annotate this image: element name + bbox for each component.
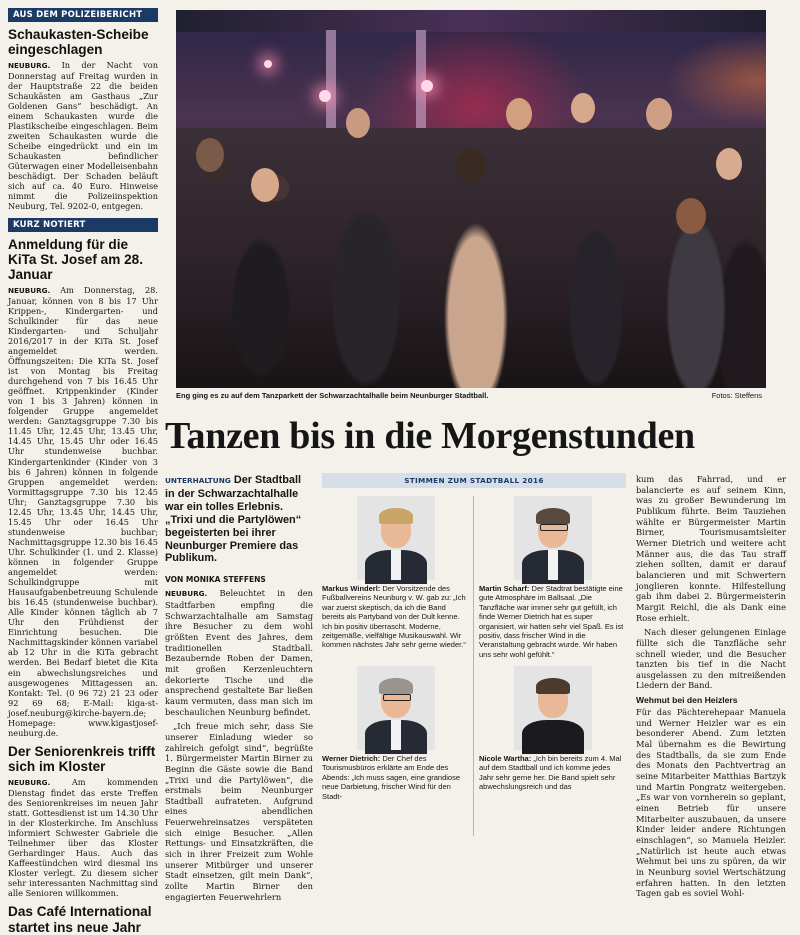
article-subhead: Wehmut bei den Heizlers (636, 695, 738, 706)
photo-figure (251, 168, 279, 202)
voice-name: Werner Dietrich: (322, 754, 381, 763)
portrait-hair (536, 508, 570, 524)
portrait-hair (379, 678, 413, 694)
byline: VON MONIKA STEFFENS (165, 575, 266, 585)
section-label-police: AUS DEM POLIZEIBERICHT (8, 8, 158, 22)
photo-ceiling (176, 10, 766, 32)
article-column-right (636, 474, 786, 899)
voice-quote (479, 584, 626, 659)
voice-name: Nicole Wartha: (479, 754, 532, 763)
cafe-headline: Das Café International startet ins neue Jahr (8, 904, 152, 935)
kita-body: Am Donnerstag, 28. Januar, können von 8 bis 17 Uhr Krippen-, Kindergarten- und Schulkinder für das neue Kindergarten- und Schuljahr 2016/2017 in der KiTa St. Josef angemeldet werden. Öffnungszeiten: Die KiTa St. Josef ist von Montag bis Freitag durchgehend von 7 bis 16.45 Uhr geöffnet. Krippenkinder (Kinder von 1 bis 3 Jahren) können in folgender Gruppe angemeldet werden: Ganztagsgruppe 7.30 bis 11.45 Uhr, 12.45 Uhr, 13.45 Uhr, 14.45 Uhr, 15.45 Uhr oder 16.45 Uhr stundenweise buchbar. Kindergartenkinder (Kinder von 3 bis 6 Jahren) können in folgende Gruppen angemeldet werden: Vormittagsgruppe 7.30 bis 12.45 Uhr; Ganztagsgruppe 7.30 bis 12.45 Uhr, 13.45 Uhr, 14.45 Uhr, 15.45 Uhr oder 16.45 Uhr stundenweise buchbar; Nachmittagsgruppe 12.30 bis 16.45 Uhr. Schulkinder (1. und 2. Klasse) können in folgender Gruppe angemeldet werden: Schulkindgruppe mit Hausaufgabenbetreuung Schulende bis 16.45 (stundenweise buchbar). Alle Kinder können täglich ab 7 Uhr den Frühdienst der Einrichtung besuchen. Die Nachmittagskinder können variabel ab 12 Uhr in die KiTa gebracht werden. Bei Bedarf bietet die Kita ein abwechslungsreiches und ausgewogenes Mittagessen an. Kontakt: Tel. (0 96 72) 21 23 oder 92 69 68; E-Mail: kiga-st-josef.neuburg@kirche-bayern.de; Homepage: www.kigastjosef-neuburg.de. (8, 284, 158, 738)
dateline: NEUBURG. (165, 589, 208, 599)
photo-figure (506, 98, 532, 130)
police-text (8, 60, 158, 212)
portrait-photo (514, 496, 592, 580)
portrait-photo (357, 496, 435, 580)
voice-item (322, 496, 469, 666)
portrait-shirt (391, 720, 401, 750)
paragraph-text: Beleuchtet in den Stadtfarben empfing die Schwarzachtalhalle am Samstag ihre Besucher zu dem wohl größten Event des Jahres, dem traditionellen Stadtball. Bezaubernde Roben der Damen, mit großen Kerzenleuchtern dekorierte Tische und die ansprechend gestaltete Bar ließen kaum vermuten, dass man sich im beschaulichen Neunburg befindet. (165, 588, 313, 717)
portrait-hair (379, 508, 413, 524)
article-paragraph: Nach dieser gelungenen Einlage füllte sich die Tanzfläche sehr schnell wieder, und die Besucher tanzten bis tief in die Nacht ausgelassen zu den mitreißenden Liedern der Band. (636, 627, 786, 691)
photo-figure (346, 108, 370, 138)
voice-text: Der Chef des Tourismusbüros erklärte am Ende des Abends: „Ich muss sagen, eine grandiose neue Darbietung, frischer Wind für den Stadt- (322, 754, 460, 801)
photo-light (264, 60, 272, 68)
photo-light (319, 90, 331, 102)
glasses-icon (383, 694, 411, 701)
article-paragraph (165, 588, 313, 717)
portrait-hair (536, 678, 570, 694)
article-headline: Tanzen bis in die Morgenstunden (165, 415, 695, 457)
police-body: In der Nacht von Donnerstag auf Freitag wurden in der Hauptstraße 22 die beiden Schaukästen am Gasthaus „Zur Goldenen Gans“ beschädigt. An einem Schaukasten wurde die Plastikscheibe eingeschlagen. Beim zweiten Schaukasten wurde die Scheibe eingedrückt und ein im Schaukasten befindlicher Güterwagen einer Modelleisenbahn beschädigt. Der Schaden beläuft sich auf ca. 40 Euro. Hinweise nimmt die Polizeiinspektion Neuburg, Tel. 9202-0, entgegen. (8, 59, 158, 212)
photo-caption (176, 391, 766, 400)
photo-credit: Fotos: Steffens (711, 391, 762, 400)
police-headline: Schaukasten-Scheibe eingeschlagen (8, 27, 149, 58)
section-label-kurz: KURZ NOTIERT (8, 218, 158, 232)
photo-pillar (326, 30, 336, 140)
dateline: NEUBURG. (8, 60, 51, 70)
voice-item (479, 666, 626, 836)
voice-item (322, 666, 469, 836)
portrait-shirt (391, 550, 401, 580)
senioren-headline: Der Seniorenkreis trifft sich im Kloster (8, 743, 156, 775)
caption-text: Eng ging es zu auf dem Tanzparkett der Schwarzachtalhalle beim Neunburger Stadtball. (176, 391, 489, 400)
lede-text: Der Stadtball in der Schwarzachtalhalle war ein tolles Erlebnis. „Trixi und die Partylöwen“ begeisterten bei ihrer Neunburger Premiere das Publikum. (165, 474, 302, 565)
voices-divider (473, 496, 474, 836)
voices-box (322, 473, 626, 825)
portrait-shirt (548, 550, 558, 580)
dateline: NEUBURG. (8, 777, 51, 787)
portrait-suit (522, 720, 584, 754)
left-column (8, 8, 158, 935)
article-lede (165, 474, 313, 565)
senioren-body: Am kommenden Dienstag findet das erste Treffen des Seniorenkreises im neuen Jahr statt. Gottesdienst ist um 14.30 Uhr in der Klosterkirche. Im Anschluss informiert Schwester Gabriele die Teilnehmer über das Kloster Gerhardinger Haus. Auch das Kaffeestündchen wird diesmal ins Kloster verlegt. Zu diesem sicher sehr interessanten Nachmittag sind alle Senioren willkommen. (8, 776, 158, 899)
article-column (165, 474, 313, 902)
voice-quote (322, 754, 469, 801)
article-paragraph: Für das Pächterehepaar Manuela und Werner Heizler war es ein besonderer Abend. Zum letzten Mal übernahm es die Bewirtung des Stadtballs, da sie zum Ende des Monats den Pachtvertrag an seine Mitarbeiter Matthias Bartzyk und Martin Pongratz weitergeben. „Es war von vornherein so geplant, einen Betrieb für unsere Mitarbeiter auszubauen, da unsere Kinder leider andere Richtungen einschlagen“, so Manuela Heizler. „Natürlich ist heute auch etwas Wehmut bei uns zu spüren, da wir in Neunburg soviel Wertschätzung erfahren hatten. In den letzten Tagen gab es soviel Wohl- (636, 707, 786, 899)
voice-text: „Ich bin bereits zum 4. Mal auf dem Stadtball und ich komme jedes Jahr sehr gerne her. Die Band spielt sehr abwechslungsreich und das (479, 754, 622, 792)
voice-name: Markus Winderl: (322, 584, 381, 593)
photo-figure (571, 93, 595, 123)
voice-item (479, 496, 626, 666)
photo-figure (716, 148, 742, 180)
glasses-icon (540, 524, 568, 531)
voice-quote (479, 754, 626, 792)
dateline: NEUBURG. (8, 285, 51, 295)
voices-grid (322, 496, 626, 836)
voices-title: STIMMEN ZUM STADTBALL 2016 (322, 473, 626, 488)
photo-crowd (176, 128, 766, 388)
photo-figure (646, 98, 672, 130)
kita-headline: Anmeldung für die KiTa St. Josef am 28. Januar (8, 236, 143, 283)
portrait-photo (357, 666, 435, 750)
kita-text (8, 285, 158, 738)
photo-figure (676, 198, 706, 234)
photo-figure (456, 148, 486, 184)
photo-figure (196, 138, 224, 172)
voice-quote (322, 584, 469, 650)
ballroom-photo (176, 10, 766, 388)
voice-text: Der Vorsitzende des Fußballvereins Neunburg v. W. gab zu: „Ich war zuerst skeptisch, da ich die Band bereits als Partyband von der Dult kenne. Ich bin positiv überrascht. Moderne, zeitgemäße, vielfältige Musikauswahl. Wir kommen nächstes Jahr sehr gerne wieder.“ (322, 584, 466, 650)
article-paragraph: „Ich freue mich sehr, dass Sie unserer Einladung wieder so zahlreich gefolgt sind“, begrüßte 1. Bürgermeister Martin Birner zu Beginn die Gäste sowie die Band „Trixi und die Partylöwen“, die erstmals beim Neunburger Stadtball aufrateten. Aufgrund eines abendlichen Feuerwehreinsatzes verspäteten sich einige Besucher. „Allen Rettungs- und Einsatzkräften, die sich in ihrer Freizeit zum Wohle unserer Mitbürger und unserer Stadt einsetzen, gilt mein Dank“, zollte Martin Birner den engagierten Feuerwehrlern (165, 721, 313, 902)
voice-name: Martin Scharf: (479, 584, 530, 593)
senioren-text (8, 777, 158, 899)
photo-light (421, 80, 433, 92)
rubric: UNTERHALTUNG (165, 476, 231, 485)
portrait-photo (514, 666, 592, 750)
article-paragraph: kum das Fahrrad, und er balancierte es auf seinem Kinn, was zu großer Bewunderung im Publikum führte. Beim Tauziehen wählte er Bürgermeister Martin Birner, Tourismusamtsleiter Werner Dietrich und weitere acht Männer aus, die das Tau straff ziehen sollten, damit er darauf balancieren und mit Schwertern jonglieren konnte. Hilfestellung gab ihm dabei 2. Bürgermeisterin Margit Reichl, die als Dank eine Rose erhielt. (636, 474, 786, 623)
voice-text: Der Stadtrat bestätigte eine gute Atmosphäre im Ballsaal. „Die Tanzfläche war immer sehr gut gefüllt, ich finde Werner Dietrich hat es super organisiert, wir hatten sehr viel Spaß. Es ist positiv, dass frischer Wind in die Veranstaltung gebracht wurde. Wir haben uns sehr wohl gefühlt.“ (479, 584, 624, 659)
